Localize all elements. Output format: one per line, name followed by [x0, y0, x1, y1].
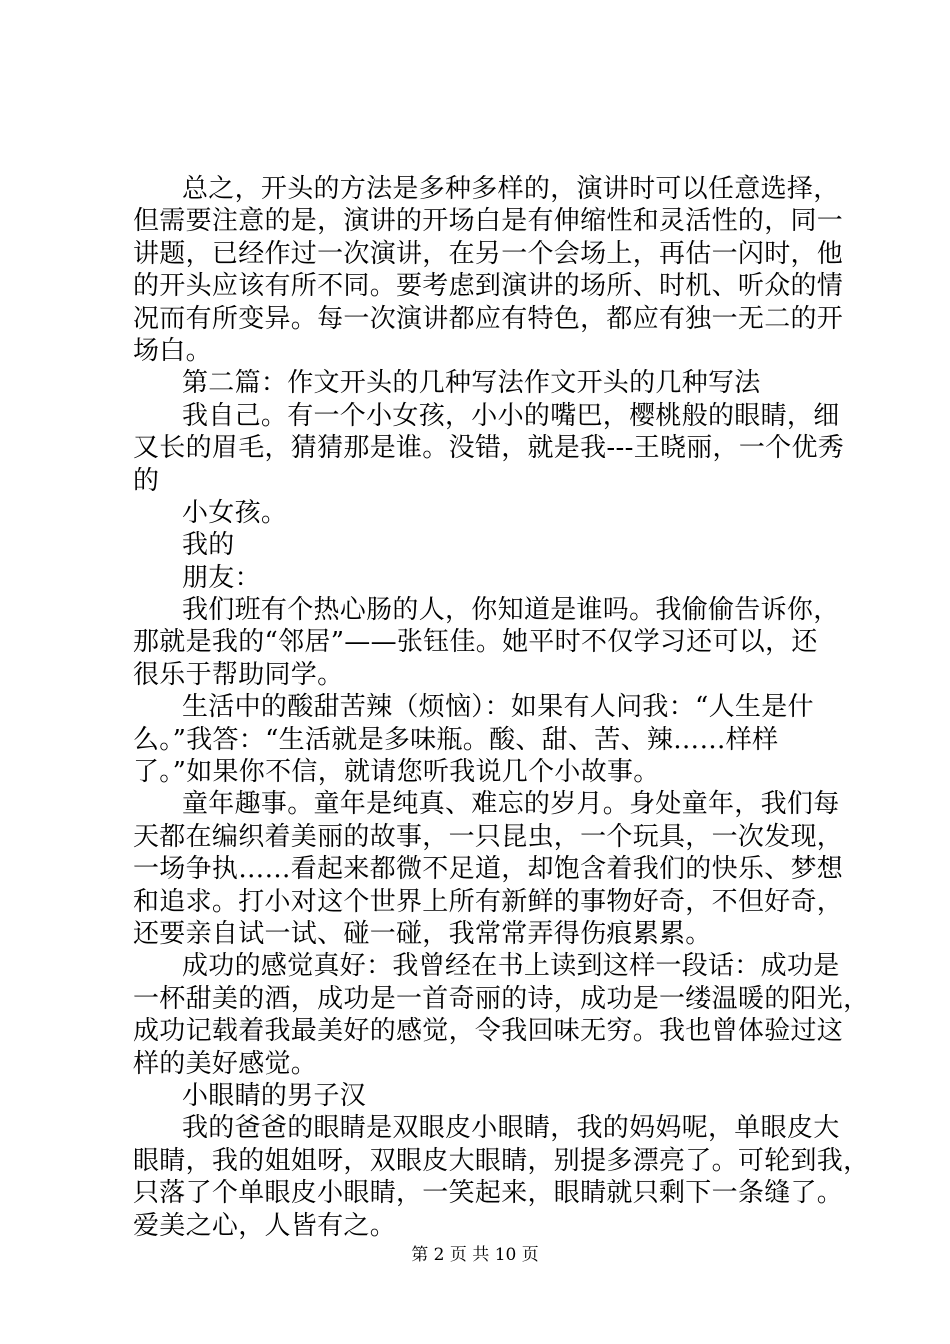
text-line: 我的爸爸的眼睛是双眼皮小眼睛，我的妈妈呢，单眼皮大 [182, 1113, 840, 1144]
text-line: 只落了个单眼皮小眼睛，一笑起来，眼睛就只剩下一条缝了。 [133, 1178, 844, 1209]
text-line: 样的美好感觉。 [133, 1048, 318, 1079]
page-footer: 第 2 页 共 10 页 [411, 1245, 539, 1265]
text-line: 我们班有个热心肠的人，你知道是谁吗。我偷偷告诉你， [182, 595, 840, 626]
text-line: 很乐于帮助同学。 [133, 659, 344, 690]
text-line: 还要亲自试一试、碰一碰，我常常弄得伤痕累累。 [133, 918, 712, 949]
text-line: 那就是我的“邻居”——张钰佳。她平时不仅学习还可以，还 [133, 627, 818, 658]
text-line: 场白。 [133, 335, 212, 366]
text-line: 么。”我答：“生活就是多味瓶。酸、甜、苦、辣……样样 [133, 724, 779, 755]
text-line: 生活中的酸甜苦辣（烦恼）：如果有人问我：“人生是什 [182, 692, 814, 723]
text-line: 的 [133, 465, 160, 496]
text-line: 的开头应该有所不同。要考虑到演讲的场所、时机、听众的情 [133, 271, 844, 302]
text-line: 朋友： [182, 562, 261, 593]
text-line: 天都在编织着美丽的故事，一只昆虫，一个玩具，一次发现， [133, 821, 844, 852]
text-line: 讲题，已经作过一次演讲，在另一个会场上，再估一闪时，他 [133, 238, 844, 269]
text-line: 爱美之心，人皆有之。 [133, 1210, 397, 1241]
text-line: 我的 [182, 530, 235, 561]
text-line: 但需要注意的是，演讲的开场白是有伸缩性和灵活性的，同一 [133, 206, 844, 237]
text-line: 总之，开头的方法是多种多样的，演讲时可以任意选择， [182, 174, 840, 204]
text-line: 又长的眉毛，猜猜那是谁。没错，就是我---王晓丽，一个优秀 [133, 433, 845, 464]
text-line: 我自己。有一个小女孩，小小的嘴巴，樱桃般的眼睛，细 [182, 400, 840, 431]
text-line: 和追求。打小对这个世界上所有新鲜的事物好奇，不但好奇， [133, 886, 844, 917]
text-line: 一杯甜美的酒，成功是一首奇丽的诗，成功是一缕温暖的阳光， [133, 983, 870, 1014]
text-line: 一场争执……看起来都微不足道，却饱含着我们的快乐、梦想 [133, 854, 844, 885]
text-line: 成功记载着我最美好的感觉，令我回味无穷。我也曾体验过这 [133, 1016, 844, 1047]
text-line: 第二篇：作文开头的几种写法作文开头的几种写法 [182, 368, 761, 399]
text-line: 成功的感觉真好：我曾经在书上读到这样一段话：成功是 [182, 951, 840, 982]
text-line: 小女孩。 [182, 497, 288, 528]
text-line: 眼睛，我的姐姐呀，双眼皮大眼睛，别提多漂亮了。可轮到我， [133, 1145, 870, 1176]
text-line: 况而有所变异。每一次演讲都应有特色，都应有独一无二的开 [133, 303, 844, 334]
text-line: 童年趣事。童年是纯真、难忘的岁月。身处童年，我们每 [182, 789, 840, 820]
text-line: 小眼睛的男子汉 [182, 1080, 367, 1111]
text-line: 了。”如果你不信，就请您听我说几个小故事。 [133, 757, 660, 788]
body-text [133, 173, 870, 1242]
